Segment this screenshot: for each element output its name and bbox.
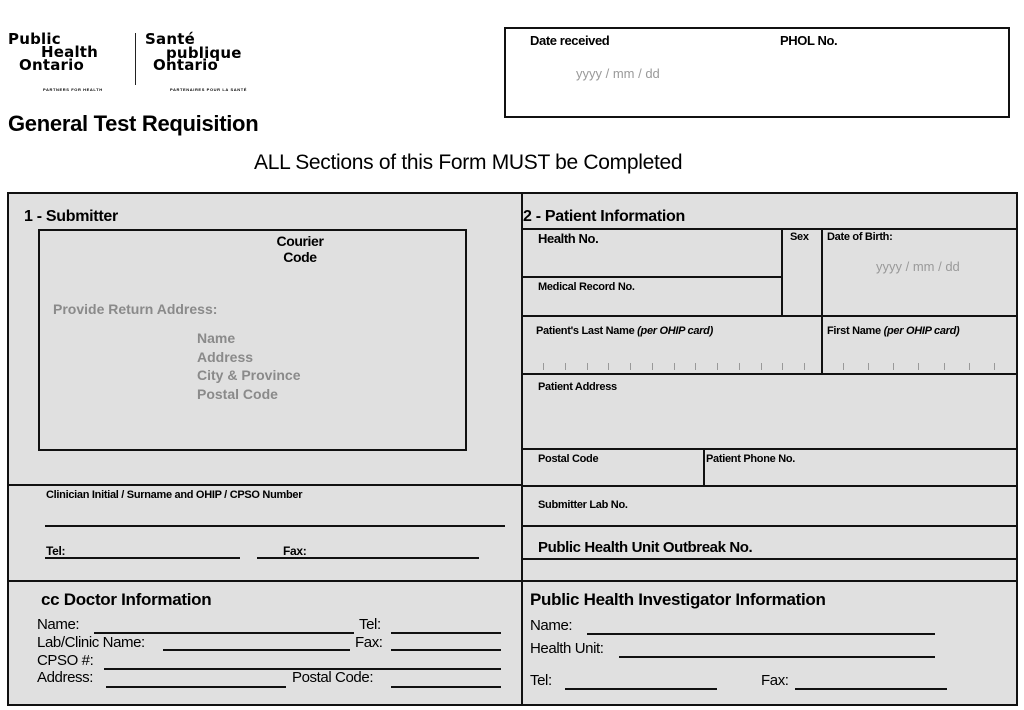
patient-phone-field[interactable] <box>705 450 1018 485</box>
medical-record-label: Medical Record No. <box>538 281 635 293</box>
cc-lab-clinic-label: Lab/Clinic Name: <box>37 634 145 651</box>
return-address-lines: Name Address City & Province Postal Code <box>197 330 301 402</box>
cc-fax-line[interactable] <box>391 649 501 651</box>
cc-postal-code-label: Postal Code: <box>292 669 374 686</box>
logo-french-tagline: PARTENAIRES POUR LA SANTÉ <box>170 87 248 92</box>
form-instruction: ALL Sections of this Form MUST be Completed <box>254 151 683 174</box>
cc-fax-label: Fax: <box>355 634 383 651</box>
submitter-lab-no-label: Submitter Lab No. <box>538 499 628 511</box>
first-name-char-ticks <box>843 363 995 370</box>
dob-label: Date of Birth: <box>827 231 893 243</box>
investigator-name-label: Name: <box>530 617 573 634</box>
outbreak-no-field[interactable] <box>523 560 1018 580</box>
patient-postal-code-label: Postal Code <box>538 453 599 465</box>
health-no-field[interactable] <box>523 230 781 277</box>
cc-cpso-label: CPSO #: <box>37 652 94 669</box>
investigator-tel-label: Tel: <box>530 672 552 689</box>
patient-postal-code-field[interactable] <box>523 450 703 485</box>
requisition-form <box>7 192 1018 706</box>
logo-english-tagline: PARTNERS FOR HEALTH <box>43 87 103 92</box>
divider <box>521 525 1018 527</box>
last-name-label: Patient's Last Name (per OHIP card) <box>536 325 713 337</box>
clinician-fax-label: Fax: <box>283 544 307 558</box>
investigator-name-line[interactable] <box>587 633 935 635</box>
date-of-birth-field[interactable] <box>823 230 1018 315</box>
cc-address-label: Address: <box>37 669 93 686</box>
lab-use-box <box>504 27 1010 118</box>
first-name-field[interactable] <box>823 317 1018 373</box>
logo: Public Health Ontario PARTNERS FOR HEALTH Santé publique Ontario PARTENAIRES POUR LA SANTÉ <box>8 30 248 92</box>
divider <box>9 580 1018 582</box>
page-title: General Test Requisition <box>8 111 259 136</box>
return-address-label: Provide Return Address: <box>53 301 218 317</box>
clinician-label: Clinician Initial / Surname and OHIP / CPSO Number <box>46 489 303 501</box>
first-name-label: First Name (per OHIP card) <box>827 325 960 337</box>
submitter-lab-no-field[interactable] <box>523 487 1018 525</box>
patient-address-field[interactable] <box>523 375 1018 447</box>
investigator-tel-line[interactable] <box>565 688 717 690</box>
date-received-placeholder[interactable]: yyyy / mm / dd <box>576 66 660 81</box>
courier-code-label: Courier Code <box>276 233 324 265</box>
logo-divider <box>135 33 136 85</box>
divider <box>9 484 521 486</box>
return-address-box[interactable] <box>38 229 467 451</box>
last-name-field[interactable] <box>523 317 819 373</box>
phol-no-label: PHOL No. <box>780 33 838 48</box>
clinician-fax-line[interactable] <box>257 557 479 559</box>
cc-address-line[interactable] <box>106 686 286 688</box>
date-received-label: Date received <box>530 33 610 48</box>
cc-tel-line[interactable] <box>391 632 501 634</box>
clinician-input-line[interactable] <box>45 525 505 527</box>
cc-doctor-section-title: cc Doctor Information <box>41 590 212 609</box>
patient-address-label: Patient Address <box>538 381 617 393</box>
dob-placeholder: yyyy / mm / dd <box>876 259 960 274</box>
patient-phone-label: Patient Phone No. <box>706 453 796 465</box>
sex-field[interactable] <box>783 230 821 315</box>
sex-label: Sex <box>790 231 809 243</box>
investigator-section-title: Public Health Investigator Information <box>530 590 826 609</box>
investigator-health-unit-label: Health Unit: <box>530 640 604 657</box>
cc-lab-clinic-line[interactable] <box>163 649 350 651</box>
outbreak-no-label: Public Health Unit Outbreak No. <box>538 539 753 556</box>
cc-postal-code-line[interactable] <box>391 686 501 688</box>
clinician-tel-line[interactable] <box>45 557 240 559</box>
patient-section-title: 2 - Patient Information <box>523 208 685 225</box>
last-name-char-ticks <box>543 363 805 370</box>
investigator-fax-label: Fax: <box>761 672 789 689</box>
clinician-tel-label: Tel: <box>46 544 66 558</box>
health-no-label: Health No. <box>538 231 599 246</box>
medical-record-field[interactable] <box>523 278 781 315</box>
cc-name-label: Name: <box>37 616 80 633</box>
investigator-fax-line[interactable] <box>795 688 947 690</box>
cc-tel-label: Tel: <box>359 616 381 633</box>
submitter-section-title: 1 - Submitter <box>24 208 118 225</box>
investigator-health-unit-line[interactable] <box>619 656 935 658</box>
